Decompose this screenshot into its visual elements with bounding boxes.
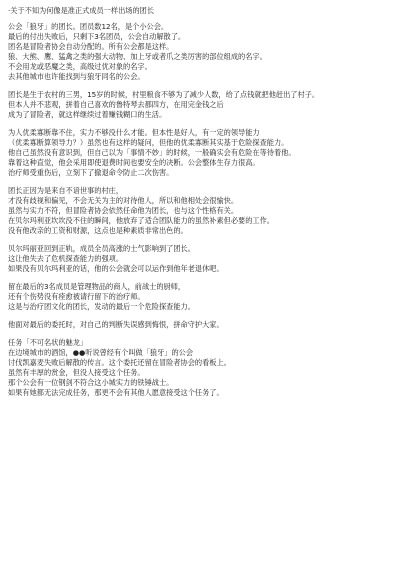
text-line: 团长正因为是来自不谙世事的村庄， xyxy=(8,186,124,195)
paragraph xyxy=(8,186,394,236)
text-line: 不会用龙或恶魔之类，高级过优对象的名字。 xyxy=(8,62,152,71)
text-line: 还有个伤势没有痊愈被请行留下的治疗师。 xyxy=(8,292,145,301)
text-line: 这是与治疗团文化的团长，发动的最后一个危险探查能力。 xyxy=(8,302,195,311)
paragraph xyxy=(8,128,394,178)
text-line: 虽然有丰厚的赏金，但没人接受这个任务。 xyxy=(8,368,145,377)
text-line: 没有他改亲的工资和财源，这点也是种素质非常出色的。 xyxy=(8,226,188,235)
text-line: 他面对最后的委托时，对自己的判断失误感到悔恨，拼命守护大家。 xyxy=(8,320,224,329)
text-line: 如果没有贝尔玛利亚的话，他的公会就会可以运作到他年老退休吧。 xyxy=(8,264,224,273)
text-line: 靠着这种直觉，他会采用即使退费时间也要安全的决断。公会整体生存力很高。 xyxy=(8,158,260,167)
text-line: 这让他失去了危机探查能力的强项。 xyxy=(8,254,124,263)
text-line: 如果有她都无法完成任务，那更不会有其他人愿意接受这个任务了。 xyxy=(8,388,224,397)
text-line: 他自己虽然没有意识到，但自己以为「事情不妙」的时候，一般确实会有危险在等待着他。 xyxy=(8,148,296,157)
text-line: 治疗师受重伤后，立刻下了撤退命令防止二次伤害。 xyxy=(8,168,174,177)
document-title: ·关于不知为何像是准正式成员一样出场的团长 xyxy=(8,6,155,15)
text-line: 才没有歧视和偏见，不会无关为主的对待他人，所以和他相处会很愉快。 xyxy=(8,196,239,205)
text-line: 团名是冒险者协会自动分配的。所有公会都是这样。 xyxy=(8,42,174,51)
text-line: 虽然与实力不符，但冒险者协会依然任命他为团长，也与这个性格有关。 xyxy=(8,206,239,215)
paragraph xyxy=(8,244,394,274)
text-line: 任务「不可名状的魅龙」 xyxy=(8,338,88,347)
text-line: 讨伐凯嘉麦失败后解散的传言。这个委托还留在冒险者协会的看板上。 xyxy=(8,358,231,367)
text-line: 贝尔玛丽亚回到正轨，成员全员高涨的士气影响到了团长。 xyxy=(8,244,195,253)
paragraph xyxy=(8,22,394,82)
text-line: 最后的付出失败后，只剩下3名团员，公会自动解散了。 xyxy=(8,32,186,41)
paragraph xyxy=(8,320,394,330)
text-line: 那个公会有一位钢剑不符合这小城实力的铁锤战士。 xyxy=(8,378,174,387)
text-line: 去其他城市也许能找到与狼牙同名的公会。 xyxy=(8,72,145,81)
text-line: 在边境城市的酒馆，●●听说曾经有个叫做「狼牙」的公会 xyxy=(8,348,194,357)
paragraph xyxy=(8,90,394,120)
text-line: 但本人并不悲观，拼着自己喜欢的鲁特琴去都四方，在用完金钱之后 xyxy=(8,100,224,109)
text-line: 狼、大熊、鹰、猛禽之类的强大动物、加上牙或者爪之类厉害的部位组成的名字。 xyxy=(8,52,267,61)
document-body xyxy=(8,22,394,398)
text-line: 留在最后的3名成员是管理物品的商人，前战士的厨师， xyxy=(8,282,186,291)
text-line: 成为了冒险者，就这样继续过着赚钱糊口的生活。 xyxy=(8,110,167,119)
paragraph xyxy=(8,338,394,398)
text-line: 团长是生于农村的三男，15岁的时候，村里粮食不够为了减少人数，给了点钱就把他赶出了村子。 xyxy=(8,90,320,99)
text-line: 公会「狼牙」的团长。团员数12名，是个小公会。 xyxy=(8,22,169,31)
text-line: 为人优柔寡断靠不住，实力不够没什么才能。但本性是好人，有一定的领导能力 xyxy=(8,128,260,137)
text-line: 在贝尔玛利亚坎坎没不住的瞬间，他放弃了适合团队能力的虽然补素但必要的工作。 xyxy=(8,216,274,225)
text-line: （优柔寡断算领导力？）虽然也有这样的疑问，但他的优柔寡断其实基于危险探查能力。 xyxy=(8,138,289,147)
paragraph xyxy=(8,282,394,312)
